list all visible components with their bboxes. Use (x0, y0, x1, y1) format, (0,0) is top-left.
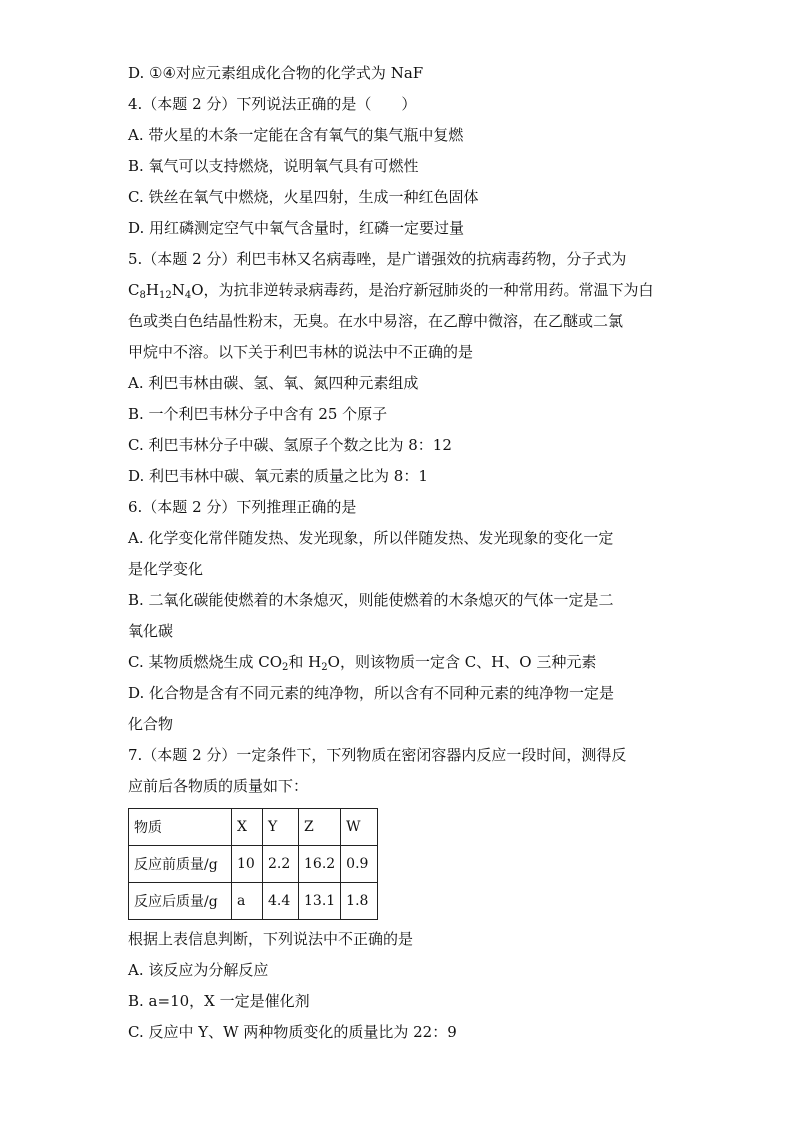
table-cell: 反应前质量/g (129, 846, 232, 883)
q5-stem-formula-line: $C_8H_{12}N_4O$，为抗非逆转录病毒药，是治疗新冠肺炎的一种常用药。常温下为白 (128, 281, 654, 301)
table-cell: 13.1 (299, 883, 341, 920)
q6-option-a-line-2: 是化学变化 (128, 560, 204, 578)
q6-option-d-line-2: 化合物 (128, 715, 174, 733)
table-cell: W (341, 809, 378, 846)
q4-option-c: C. 铁丝在氧气中燃烧，火星四射，生成一种红色固体 (128, 188, 479, 206)
q7-stem-line-2: 应前后各物质的质量如下： (128, 777, 309, 795)
table-cell: X (232, 809, 263, 846)
q5-stem-line-4: 甲烷中不溶。以下关于利巴韦林的说法中不正确的是 (128, 343, 474, 361)
table-cell: 反应后质量/g (129, 883, 232, 920)
table-row (129, 809, 378, 846)
q6-option-b-line-1: B. 二氧化碳能使燃着的木条熄灭，则能使燃着的木条熄灭的气体一定是二 (128, 591, 614, 609)
q5-option-d: D. 利巴韦林中碳、氧元素的质量之比为 8：1 (128, 467, 428, 485)
mass-table (128, 808, 378, 920)
table-row (129, 846, 378, 883)
q5-stem-line-3: 色或类白色结晶性粉末，无臭。在水中易溶，在乙醇中微溶，在乙醚或二氯 (128, 312, 624, 330)
q6-option-b-line-2: 氧化碳 (128, 622, 174, 640)
q7-option-a: A. 该反应为分解反应 (128, 961, 269, 979)
q7-stem-line-1: 7.（本题 2 分）一定条件下，下列物质在密闭容器内反应一段时间，测得反 (128, 746, 627, 764)
q7-option-b: B. a=10，X 一定是催化剂 (128, 992, 310, 1010)
q6-option-d-line-1: D. 化合物是含有不同元素的纯净物，所以含有不同种元素的纯净物一定是 (128, 684, 615, 702)
q4-option-a: A. 带火星的木条一定能在含有氧气的集气瓶中复燃 (128, 126, 464, 144)
table-cell: 10 (232, 846, 263, 883)
q5-option-c: C. 利巴韦林分子中碳、氢原子个数之比为 8：12 (128, 436, 452, 454)
q4-option-d: D. 用红磷测定空气中氧气含量时，红磷一定要过量 (128, 219, 465, 237)
q5-option-a: A. 利巴韦林由碳、氢、氧、氮四种元素组成 (128, 374, 419, 392)
table-cell: Y (263, 809, 299, 846)
q7-option-c: C. 反应中 Y、W 两种物质变化的质量比为 22：9 (128, 1023, 457, 1041)
table-cell: 2.2 (263, 846, 299, 883)
table-cell: 16.2 (299, 846, 341, 883)
q6-option-c: C. 某物质燃烧生成 $CO_2$和 $H_2O$，则该物质一定含 C、H、O 三种元素 (128, 653, 597, 673)
q3-option-d: D. ①④对应元素组成化合物的化学式为 NaF (128, 64, 424, 82)
table-cell: 1.8 (341, 883, 378, 920)
table-cell: Z (299, 809, 341, 846)
q5-stem-line-1: 5.（本题 2 分）利巴韦林又名病毒唑，是广谱强效的抗病毒药物，分子式为 (128, 250, 627, 268)
table-cell: 物质 (129, 809, 232, 846)
q6-option-a-line-1: A. 化学变化常伴随发热、发光现象，所以伴随发热、发光现象的变化一定 (128, 529, 614, 547)
q4-option-b: B. 氧气可以支持燃烧，说明氧气具有可燃性 (128, 157, 419, 175)
mass-table-wrap (128, 808, 674, 920)
table-cell: 4.4 (263, 883, 299, 920)
table-row (129, 883, 378, 920)
table-cell: 0.9 (341, 846, 378, 883)
table-cell: a (232, 883, 263, 920)
q4-stem: 4.（本题 2 分）下列说法正确的是（ ） (128, 95, 417, 113)
q7-question: 根据上表信息判断，下列说法中不正确的是 (128, 930, 414, 948)
q5-option-b: B. 一个利巴韦林分子中含有 25 个原子 (128, 405, 388, 423)
q6-stem: 6.（本题 2 分）下列推理正确的是 (128, 498, 357, 516)
